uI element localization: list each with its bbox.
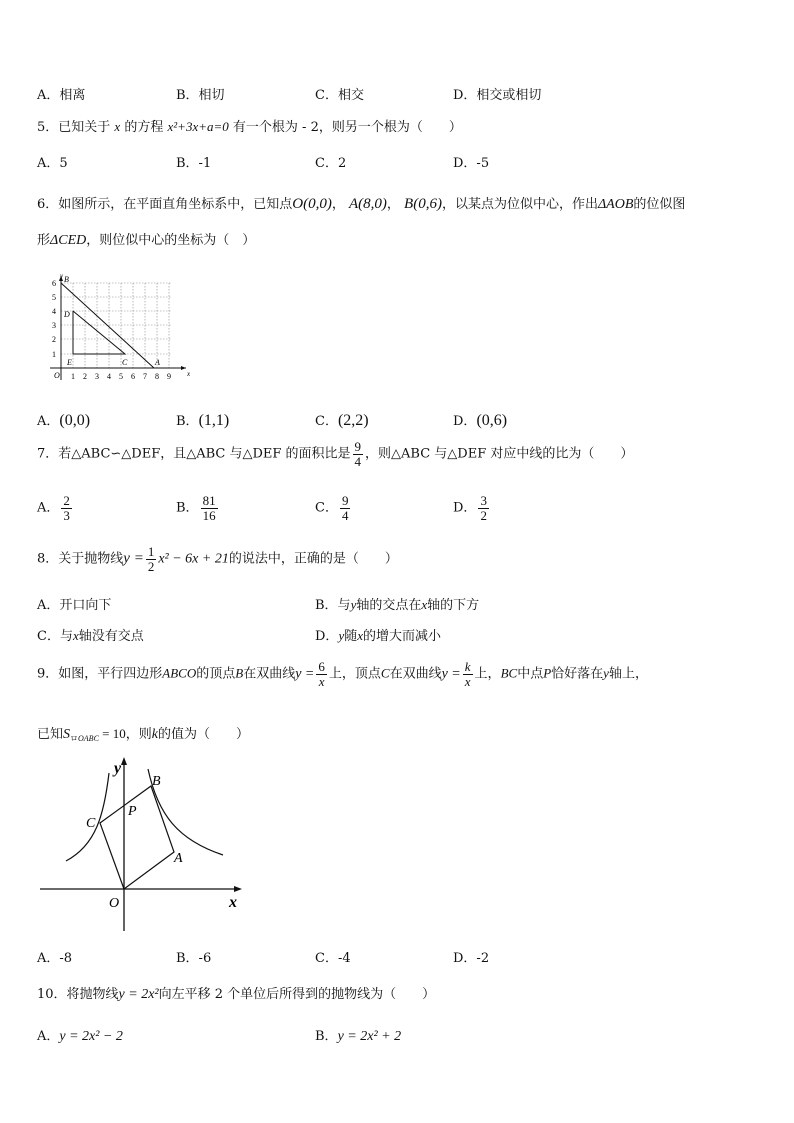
q6-fig-ytick-5: 5 xyxy=(52,293,56,302)
q6-option-a-label: A． xyxy=(37,414,60,429)
q6-tri-ced: ΔCED xyxy=(50,233,87,248)
q9-t1: 的顶点 xyxy=(196,666,236,682)
q10-option-b[interactable] xyxy=(315,1025,401,1045)
q9-c: C xyxy=(380,665,390,681)
q6-option-d-label: D． xyxy=(453,414,477,429)
q5-option-b[interactable]: B．-1 xyxy=(176,156,212,171)
q7-tail: ，则△ABC 与△DEF 对应中线的比为（ ） xyxy=(365,446,634,462)
q7-option-c-frac xyxy=(340,494,351,522)
q9-sub-box: ロ xyxy=(70,734,79,743)
q5-tail: 有一个根为 - 2，则另一个根为（ ） xyxy=(232,120,462,135)
q7-prefix: 7．若△ABC∽△DEF，且△ABC 与△DEF 的面积比是 xyxy=(37,446,351,462)
q9-y-eq2: y = xyxy=(441,666,461,682)
q9-fig-axis-x: x xyxy=(229,894,237,911)
q10-prefix: 10．将抛物线 xyxy=(37,987,119,1002)
q8-tail: 的说法中，正确的是（ ） xyxy=(228,551,398,567)
q9-y-eq1: y = xyxy=(295,666,315,682)
q8-prefix: 8．关于抛物线 xyxy=(37,551,124,567)
q7-ratio-den: 4 xyxy=(354,453,362,469)
q6-fig-ytick-3: 3 xyxy=(52,321,56,330)
q7-option-c-num: 9 xyxy=(341,493,349,508)
question-5-stem xyxy=(37,116,462,135)
q9-fig-axis-y: y xyxy=(114,760,122,777)
q6-coordinate-figure xyxy=(40,268,200,386)
q6-option-d-value: (0,6) xyxy=(476,412,508,429)
q9-p: P xyxy=(543,665,552,681)
q6-option-d[interactable] xyxy=(453,410,507,430)
q8-option-d-p3: 的增大而减小 xyxy=(363,629,442,644)
q6-fig-label-a: A xyxy=(155,358,160,367)
q6-point-o: O(0,0) xyxy=(292,196,332,212)
q4-option-b[interactable]: B．相切 xyxy=(176,88,225,103)
q6-fig-axis-x: x xyxy=(187,370,191,378)
q9-frac2-den: x xyxy=(464,673,471,689)
q8-option-d-p1: D． xyxy=(315,629,339,644)
q8-option-d[interactable] xyxy=(315,625,441,644)
q6-fig-xtick-2: 2 xyxy=(83,372,87,381)
q5-prefix: 5．已知关于 xyxy=(37,120,111,135)
q10-option-a-label: A． xyxy=(37,1029,60,1044)
q8-coef-den: 2 xyxy=(147,558,155,574)
q6-tail: 的位似图 xyxy=(633,197,686,212)
q6-fig-label-c: C xyxy=(122,358,128,367)
question-10-stem xyxy=(37,983,435,1003)
q9-s: S xyxy=(63,727,71,742)
q9-option-a[interactable]: A．-8 xyxy=(37,951,73,966)
q9-abco: ABCO xyxy=(162,665,197,681)
q7-option-d[interactable] xyxy=(453,494,491,522)
q8-option-b-p3: 轴的下方 xyxy=(427,598,480,613)
q6-fig-origin: O xyxy=(54,371,60,380)
q6-fig-label-b: B xyxy=(64,275,69,284)
q6-fig-label-d: D xyxy=(64,310,70,319)
q8-y-eq: y = xyxy=(123,550,144,567)
q9-yaxis: y xyxy=(603,665,609,681)
q4-option-d[interactable]: D．相交或相切 xyxy=(453,88,542,103)
q9-t7: 恰好落在 xyxy=(551,666,604,682)
q7-option-c-den: 4 xyxy=(341,507,349,523)
q8-option-b[interactable] xyxy=(315,594,479,613)
q8-option-c-x: x xyxy=(72,628,79,643)
q6-tri-aob: ΔAOB xyxy=(597,197,634,212)
q5-mid: 的方程 xyxy=(124,120,164,135)
q9-frac2 xyxy=(463,660,473,688)
q9-line2-mid: ，则 xyxy=(125,727,152,742)
q9-prefix: 9．如图，平行四边形 xyxy=(37,666,163,682)
q6-fig-xtick-3: 3 xyxy=(95,372,99,381)
q9-option-d[interactable]: D．-2 xyxy=(453,951,490,966)
q7-ratio-num: 9 xyxy=(354,439,362,454)
q9-b: B xyxy=(235,665,244,681)
question-7-stem xyxy=(37,440,633,468)
q6-fig-ytick-1: 1 xyxy=(52,350,56,359)
q8-option-c-p1: C．与 xyxy=(37,629,73,644)
q7-option-a-frac xyxy=(61,494,72,522)
q4-option-c[interactable]: C．相交 xyxy=(315,88,364,103)
q6-mid: ，以某点为位似中心，作出 xyxy=(441,197,598,212)
q9-k: k xyxy=(151,727,158,742)
q9-t5: 上， xyxy=(474,666,501,682)
q6-option-b-value: (1,1) xyxy=(198,412,230,429)
q6-fig-xtick-5: 5 xyxy=(119,372,123,381)
q6-fig-xtick-8: 8 xyxy=(155,372,159,381)
q8-coef-num: 1 xyxy=(147,544,155,559)
q9-fig-label-a: A xyxy=(174,851,183,866)
q9-bc: BC xyxy=(500,665,518,681)
q7-option-a[interactable] xyxy=(37,494,74,522)
q9-fig-label-c: C xyxy=(86,816,96,831)
q7-option-d-label: D． xyxy=(453,500,477,516)
q6-option-c[interactable] xyxy=(315,410,369,430)
q8-option-c-p2: 轴没有交点 xyxy=(78,629,144,644)
q7-option-b-den: 16 xyxy=(202,507,216,523)
q10-tail: 向左平移 2 个单位后所得到的抛物线为（ ） xyxy=(158,987,436,1002)
q7-option-c-label: C． xyxy=(315,500,338,516)
question-6-line2 xyxy=(37,229,255,249)
question-8-stem xyxy=(37,545,398,573)
q6-option-a[interactable] xyxy=(37,410,90,430)
q6-fig-label-e: E xyxy=(67,358,72,367)
q10-option-a-eq: y = 2x² − 2 xyxy=(59,1029,123,1044)
q6-fig-xtick-9: 9 xyxy=(167,372,171,381)
q7-option-b-label: B． xyxy=(176,500,199,516)
question-9-line2 xyxy=(37,723,249,744)
q9-frac1-den: x xyxy=(318,673,325,689)
q10-option-a[interactable] xyxy=(37,1025,123,1045)
q6-option-a-value: (0,0) xyxy=(59,412,91,429)
q7-option-a-den: 3 xyxy=(63,507,70,523)
q9-fig-label-b: B xyxy=(152,774,161,789)
q6-option-b-label: B． xyxy=(176,414,199,429)
q9-t4: 在双曲线 xyxy=(389,666,442,682)
q7-option-b-frac xyxy=(201,494,218,522)
q9-line2-tail: 的值为（ ） xyxy=(157,727,249,742)
q5-option-d[interactable]: D．-5 xyxy=(453,156,490,171)
q6-fig-xtick-6: 6 xyxy=(131,372,135,381)
q9-fig-label-p: P xyxy=(128,804,137,819)
q8-coef xyxy=(146,545,157,573)
q8-option-b-p1: B．与 xyxy=(315,598,351,613)
q6-fig-ytick-4: 4 xyxy=(52,307,56,316)
q8-option-b-p2: 轴的交点在 xyxy=(356,598,422,613)
q7-option-c[interactable] xyxy=(315,494,352,522)
q9-fig-origin: O xyxy=(109,896,120,911)
q9-sub-oabc: OABC xyxy=(78,734,99,743)
q9-frac1-num: 6 xyxy=(318,659,325,674)
q8-rest: x² − 6x + 21 xyxy=(158,551,229,567)
q8-option-b-x: x xyxy=(421,597,428,612)
q9-line2-prefix: 已知 xyxy=(37,727,64,742)
q9-t8: 轴上， xyxy=(608,666,648,682)
q5-equation: x²+3x+a=0 xyxy=(167,119,229,134)
question-9-line1 xyxy=(37,660,648,688)
q6-fig-xtick-7: 7 xyxy=(143,372,147,381)
q6-line2-prefix: 形 xyxy=(37,233,51,248)
q9-t2: 在双曲线 xyxy=(243,666,296,682)
q7-option-d-num: 3 xyxy=(480,493,487,508)
q6-fig-xtick-4: 4 xyxy=(107,372,111,381)
q6-option-c-label: C． xyxy=(315,414,338,429)
q6-fig-ytick-6: 6 xyxy=(52,279,56,288)
q8-option-c[interactable] xyxy=(37,625,144,644)
q7-option-b-num: 81 xyxy=(202,493,216,508)
q9-option-b[interactable]: B．-6 xyxy=(176,951,212,966)
q5-var-x: x xyxy=(114,119,121,134)
q6-fig-xtick-1: 1 xyxy=(71,372,75,381)
q9-option-c[interactable]: C．-4 xyxy=(315,951,351,966)
q6-fig-axis-y: y xyxy=(60,272,64,280)
q8-option-a[interactable]: A．开口向下 xyxy=(37,598,112,613)
q8-option-d-p2: 随 xyxy=(344,629,358,644)
question-6-line1: 6．如图所示，在平面直角坐标系中，已知点O(0,0)， A(8,0)， B(0,6)，以某点为位似中心，作出ΔAOB的位似图 xyxy=(37,196,686,212)
q10-option-b-eq: y = 2x² + 2 xyxy=(337,1029,402,1044)
q9-t6: 中点 xyxy=(517,666,544,682)
q7-option-d-frac xyxy=(478,494,489,522)
q6-point-b: B(0,6) xyxy=(404,196,442,212)
q8-option-d-x: x xyxy=(357,628,364,643)
q8-option-b-y: y xyxy=(350,597,357,612)
q6-option-b[interactable] xyxy=(176,410,229,430)
q6-line2-tail: ，则位似中心的坐标为（ ） xyxy=(86,233,256,248)
q7-option-a-label: A． xyxy=(37,500,60,516)
q10-equation: y = 2x² xyxy=(118,987,159,1002)
q6-option-c-value: (2,2) xyxy=(337,412,369,429)
q9-frac1 xyxy=(316,660,327,688)
q7-area-ratio xyxy=(353,440,364,468)
q6-prefix: 6．如图所示，在平面直角坐标系中，已知点 xyxy=(37,197,293,212)
q10-option-b-label: B． xyxy=(315,1029,338,1044)
q6-fig-ytick-2: 2 xyxy=(52,335,56,344)
q7-option-b[interactable] xyxy=(176,494,220,522)
q4-option-a[interactable]: A．相离 xyxy=(37,88,86,103)
q9-parallelogram-figure xyxy=(38,755,258,931)
q9-eq10: = 10 xyxy=(98,726,126,741)
q6-point-a: A(8,0) xyxy=(349,196,387,212)
q5-option-c[interactable]: C．2 xyxy=(315,156,347,171)
q9-frac2-num: k xyxy=(464,659,471,674)
q7-option-a-num: 2 xyxy=(63,493,70,508)
q8-option-d-y: y xyxy=(338,628,345,643)
q5-option-a[interactable]: A．5 xyxy=(37,156,68,171)
q7-option-d-den: 2 xyxy=(480,507,487,523)
q9-t3: 上，顶点 xyxy=(328,666,381,682)
